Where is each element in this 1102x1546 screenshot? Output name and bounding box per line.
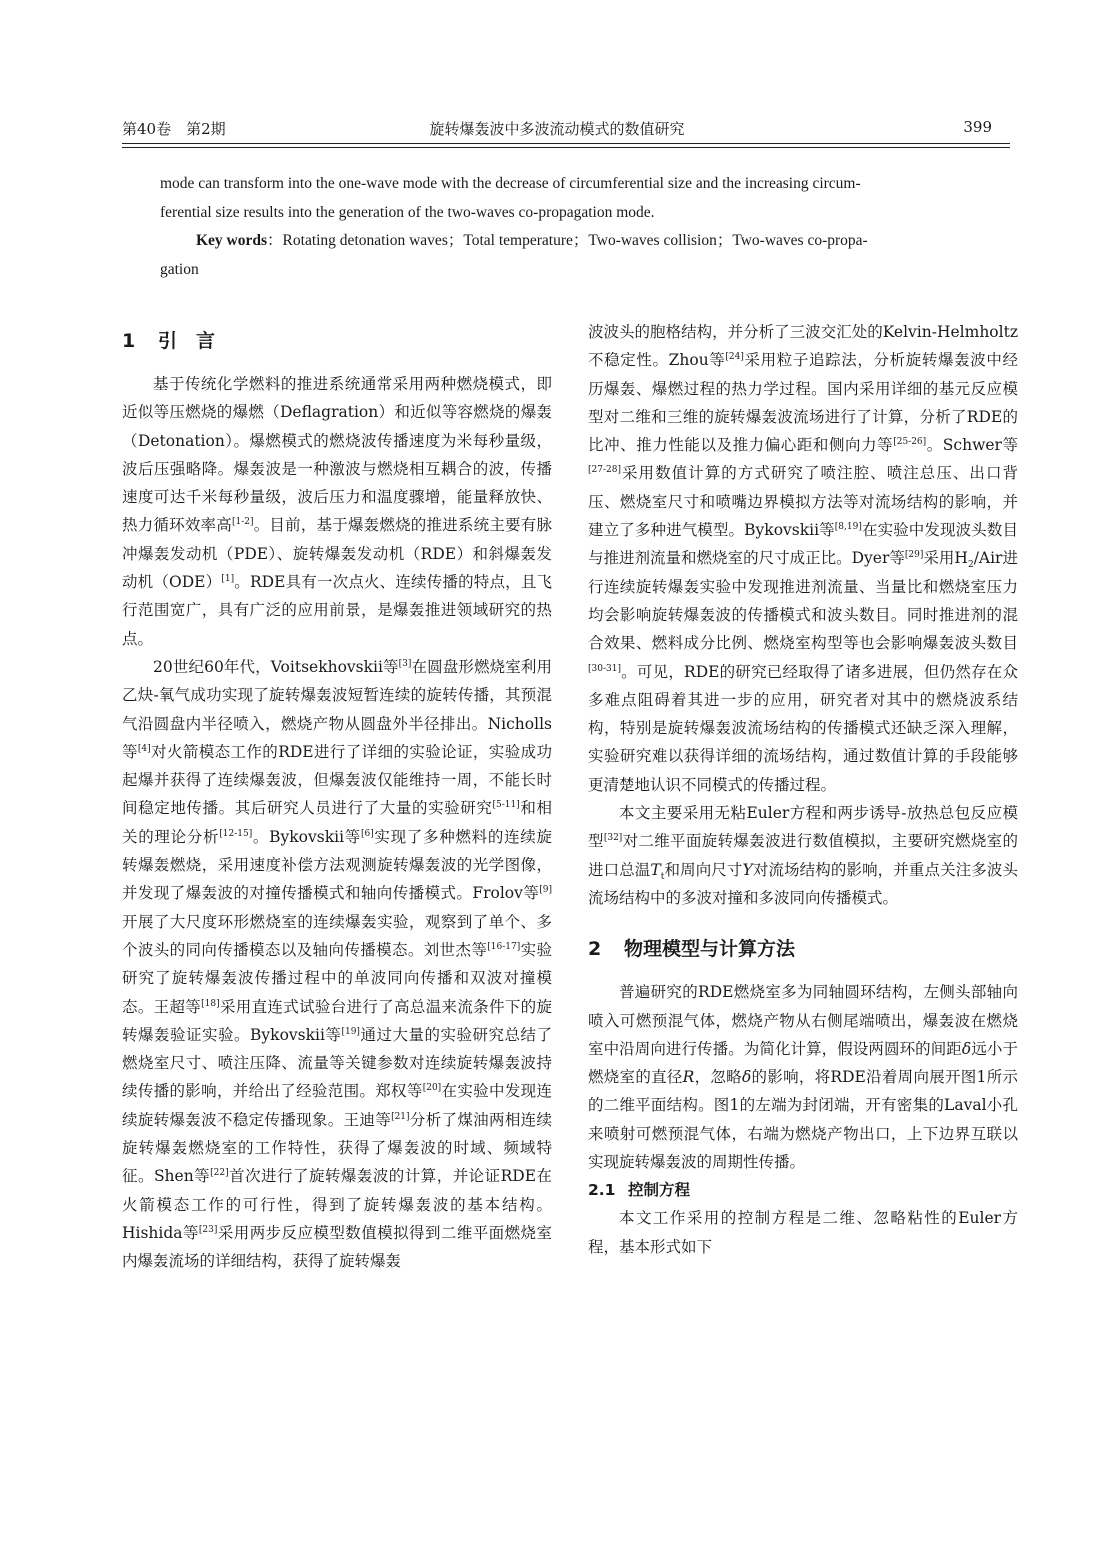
math-variable: T — [650, 860, 661, 879]
page-number: 399 — [963, 118, 992, 136]
subscript: t — [660, 871, 665, 882]
text: 对二维平面旋转爆轰波进行数值模拟，主要研究燃烧室的进口总温 — [588, 832, 1018, 879]
section-number: 2 — [588, 938, 602, 961]
header-rule-bottom — [122, 147, 1010, 148]
subsection-heading — [588, 1176, 1018, 1204]
keywords-label: Key words — [196, 232, 268, 249]
text: 的影响，将RDE沿着周向展开图1所示的二维平面结构。图1的左端为封闭端，开有密集的Laval小孔来喷射可燃预混气体，右端为燃烧产物出口，上下边界互联以实现旋转爆轰波的周期性传播。 — [588, 1068, 1018, 1172]
citation[interactable]: [24] — [725, 352, 744, 363]
text: 通过大量的实验研究总结了燃烧室尺寸、喷注压降、流量等关键参数对连续旋转爆轰波持续传播的影响，并给出了经验范围。郑权等 — [122, 1025, 552, 1101]
journal-volume-issue: 第40卷 第2期 — [122, 120, 226, 138]
citation[interactable]: [18] — [201, 998, 220, 1009]
citation[interactable]: [3] — [398, 658, 412, 669]
math-variable: Y — [742, 860, 753, 879]
running-header — [122, 116, 992, 146]
text: 基于传统化学燃料的推进系统通常采用两种燃烧模式，即近似等压燃烧的爆燃（Deflagration）和近似等容燃烧的爆轰（Detonation）。爆燃模式的燃烧波传播速度为米每秒量级，波后压强略降。爆轰波是一种激波与燃烧相互耦合的波，传播速度可达千米每秒量级，波后压力和温度骤增，能量释放快、热力循环效率高 — [122, 375, 552, 535]
abstract-line: ferential size results into the generation of the two-waves co-propagation mode. — [160, 203, 655, 221]
section-heading-model — [588, 926, 1018, 972]
section-title: 物理模型与计算方法 — [624, 938, 796, 961]
math-variable: R — [682, 1068, 695, 1087]
keywords — [160, 227, 980, 256]
text: 采用H — [923, 549, 968, 568]
citation[interactable]: [1] — [221, 574, 235, 585]
text: 。Bykovskii等 — [252, 827, 361, 846]
text: 采用两步反应模型数值模拟得到二维平面燃烧室内爆轰流场的详细结构，获得了旋转爆轰 — [122, 1223, 552, 1271]
left-column — [122, 318, 552, 1276]
text: 实现了多种燃料的连续旋转爆轰燃烧，采用速度补偿方法观测旋转爆轰波的光学图像，并发现了爆轰波的对撞传播模式和轴向传播模式。Frolov等 — [122, 827, 552, 903]
text: 。RDE具有一次点火、连续传播的特点，且飞行范围宽广，具有广泛的应用前景，是爆轰推进领域研究的热点。 — [122, 573, 553, 648]
text: 。Schwer等 — [926, 436, 1018, 455]
text: 在实验中发现波头数目与推进剂流量和燃烧室的尺寸成正比。Dyer等 — [588, 521, 1018, 568]
citation[interactable]: [8,19] — [834, 522, 862, 533]
citation[interactable]: [29] — [904, 550, 924, 561]
citation[interactable]: [16-17] — [487, 941, 521, 952]
subsection-title: 控制方程 — [628, 1181, 691, 1200]
paragraph — [122, 653, 552, 1276]
text: 。可见，RDE的研究已经取得了诸多进展，但仍然存在众多难点阻碍着其进一步的应用，研究者对其中的燃烧波系结构，特别是旋转爆轰波流场结构的传播模式还缺乏深入理解，实验研究难以获得详细的流场结构，通过数值计算的手段能够更清楚地认识不同模式的传播过程。 — [588, 662, 1018, 794]
text: 分析了煤油两相连续旋转爆轰燃烧室的工作特性，获得了爆轰波的时域、频域特征。Shen等 — [122, 1110, 552, 1186]
running-title: 旋转爆轰波中多波流动模式的数值研究 — [429, 120, 685, 138]
citation[interactable]: [25-26] — [893, 437, 927, 448]
keywords-continued: gation — [160, 260, 199, 278]
text: 实验研究了旋转爆轰波传播过程中的单波同向传播和双波对撞模态。王超等 — [122, 940, 552, 1016]
citation[interactable]: [20] — [422, 1083, 442, 1094]
text: 波波头的胞格结构，并分析了三波交汇处的Kelvin-Helmholtz不稳定性。Zhou等 — [588, 323, 1018, 370]
text: 在圆盘形燃烧室利用乙炔-氧气成功实现了旋转爆轰波短暂连续的旋转传播，其预混气沿圆盘内半径喷入，燃烧产物从圆盘外半径排出。Nicholls等 — [122, 657, 552, 761]
citation[interactable]: [21] — [391, 1111, 410, 1122]
abstract-end — [160, 170, 980, 284]
section-number: 1 — [122, 330, 136, 352]
citation[interactable]: [19] — [341, 1026, 360, 1037]
citation[interactable]: [22] — [210, 1168, 229, 1179]
header-rule-top — [122, 143, 1010, 144]
citation[interactable]: [23] — [198, 1224, 218, 1235]
right-column — [588, 318, 1018, 1261]
citation[interactable]: [30-31] — [588, 663, 621, 674]
citation[interactable]: [9] — [539, 885, 552, 896]
text: 对火箭模态工作的RDE进行了详细的实验论证，实验成功起爆并获得了连续爆轰波，但爆轰波仅能维持一周，不能长时间稳定地传播。其后研究人员进行了大量的实验研究 — [122, 742, 552, 818]
citation[interactable]: [6] — [360, 828, 374, 839]
citation[interactable]: [5-11] — [492, 800, 520, 811]
text: 本文主要采用无粘Euler方程和两步诱导-放热总包反应模型 — [588, 804, 1018, 851]
section-heading-intro — [122, 318, 552, 364]
text: 远小于燃烧室的直径 — [588, 1039, 1018, 1087]
subscript: 2 — [967, 560, 974, 571]
text: 20世纪60年代，Voitsekhovskii等 — [153, 657, 399, 676]
keywords-text: ：Rotating detonation waves；Total temperature；Two-waves collision；Two-waves co-propa- — [267, 232, 868, 249]
text: 普遍研究的RDE燃烧室多为同轴圆环结构，左侧头部轴向喷入可燃预混气体，燃烧产物从右侧尾端喷出，爆轰波在燃烧室中沿周向进行传播。为简化计算，假设两圆环的间距 — [588, 983, 1018, 1058]
paragraph — [588, 799, 1018, 912]
text: 和相关的理论分析 — [122, 799, 552, 846]
text: 首次进行了旋转爆轰波的计算，并论证RDE在火箭模态工作的可行性，得到了旋转爆轰波的基本结构。Hishida等 — [122, 1167, 552, 1242]
text: ，忽略 — [694, 1068, 742, 1087]
text: 在实验中发现连续旋转爆轰波不稳定传播现象。王迪等 — [122, 1082, 552, 1129]
subsection-number: 2.1 — [588, 1181, 616, 1200]
paragraph: 本文工作采用的控制方程是二维、忽略粘性的Euler方程，基本形式如下 — [588, 1209, 1018, 1256]
text: 开展了大尺度环形燃烧室的连续爆轰实验，观察到了单个、多个波头的同向传播模态以及轴向传播模态。刘世杰等 — [122, 912, 552, 959]
math-variable: δ — [741, 1068, 752, 1087]
text: 采用粒子追踪法，分析旋转爆轰波中经历爆轰、爆燃过程的热力学过程。国内采用详细的基元反应模型对二维和三维的旋转爆轰波流场进行了计算，分析了RDE的比冲、推力性能以及推力偏心距和侧向力等 — [588, 351, 1018, 455]
abstract-line: mode can transform into the one-wave mode with the decrease of circumferential size and the increasing circum- — [160, 175, 861, 192]
text: 采用数值计算的方式研究了喷注腔、喷注总压、出口背压、燃烧室尺寸和喷嘴边界模拟方法等对流场结构的影响，并建立了多种进气模型。Bykovskii等 — [588, 464, 1018, 540]
text: /Air进行连续旋转爆轰实验中发现推进剂流量、当量比和燃烧室压力均会影响旋转爆轰波的传播模式和波头数目。同时推进剂的混合效果、燃料成分比例、燃烧室构型等也会影响爆轰波头数目 — [588, 549, 1018, 653]
citation[interactable]: [27-28] — [588, 465, 621, 476]
section-title: 引 言 — [158, 330, 216, 352]
citation[interactable]: [12-15] — [219, 828, 253, 839]
text: 对流场结构的影响，并重点关注多波头流场结构中的多波对撞和多波同向传播模式。 — [588, 860, 1018, 907]
paragraph-continued — [588, 318, 1018, 799]
citation[interactable]: [1-2] — [231, 517, 254, 528]
paragraph — [122, 370, 552, 653]
text: 。目前，基于爆轰燃烧的推进系统主要有脉冲爆轰发动机（PDE）、旋转爆轰发动机（RDE）和斜爆轰发动机（ODE） — [122, 516, 552, 592]
text: 和周向尺寸 — [664, 860, 743, 879]
math-variable: δ — [961, 1039, 972, 1058]
citation[interactable]: [32] — [603, 833, 623, 844]
citation[interactable]: [4] — [137, 743, 151, 754]
paragraph — [588, 978, 1018, 1176]
text: 采用直连式试验台进行了高总温来流条件下的旋转爆轰验证实验。Bykovskii等 — [122, 997, 552, 1044]
